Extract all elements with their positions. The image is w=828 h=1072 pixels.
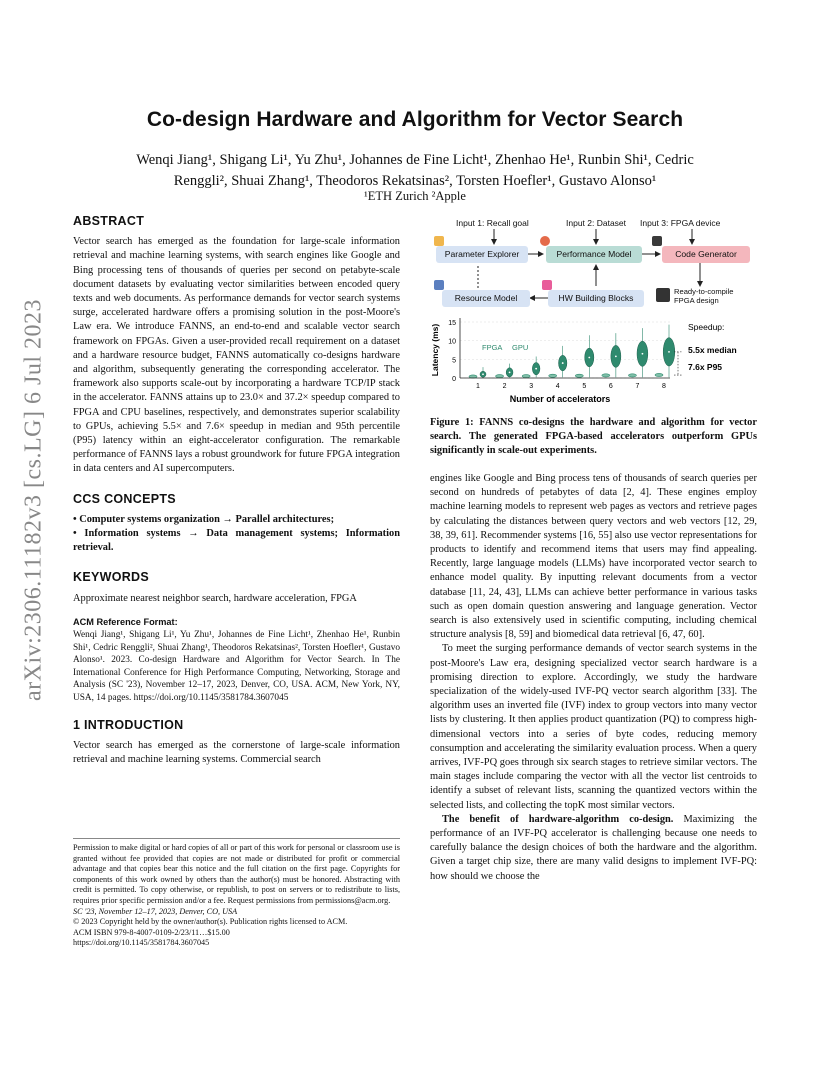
paper-title: Co-design Hardware and Algorithm for Vector Search xyxy=(146,108,684,131)
figure-caption: Figure 1: FANNS co-designs the hardware and algorithm for vector search. The generated FPGA-based accelerators outperform GPUs significantly in scale-out experiments. xyxy=(430,417,757,456)
performance-model-box: Performance Model xyxy=(546,246,642,263)
abstract-text: Vector search has emerged as the foundation for large-scale information retrieval and machine learning systems, with search engines like Google and Bing processing tens of thousands of queries per second on petabyte-scale document datasets by evaluating vector similarities between encoded query texts and web documents. As performance demands for vector search systems surge, accelerated hardware offers a promising solution in the post-Moore's Law era. We introduce FANNS, an end-to-end and scalable vector search framework on FPGAs. Given a user-provided recall requirement on a dataset and a hardware resource budget, FANNS automatically co-designs hardware and algorithm, subsequently generating the corresponding accelerator. The framework also supports scale-out by incorporating a hardware TCP/IP stack in the accelerator. FANNS attains up to 23.0× and 37.2× speedup compared to FPGA and CPU baselines, respectively, and demonstrates superior scalability to GPUs, achieving 5.5× and 7.6× speedup in median and 95th percentile (P95) latency within an eight-accelerator configuration. The remarkable performance of FANNS lays a robust groundwork for future FPGA integration in data centers and AI supercomputers. xyxy=(73,236,400,475)
violin-gpu-median xyxy=(535,368,537,370)
fpga-series-label: FPGA xyxy=(482,343,503,352)
violin-fpga xyxy=(496,375,504,378)
y-axis-label: Latency (ms) xyxy=(430,323,440,377)
x-tick-label: 4 xyxy=(555,383,560,390)
ccs-item-2: • Information systems → Data management systems; Information retrieval. xyxy=(73,528,400,554)
violin-fpga xyxy=(628,374,636,377)
input-1-label: Input 1: Recall goal xyxy=(456,218,529,228)
y-tick-label: 0 xyxy=(452,376,456,383)
violin-fpga xyxy=(655,373,663,376)
introduction-heading: 1 INTRODUCTION xyxy=(73,717,184,732)
x-tick-label: 7 xyxy=(635,383,640,390)
violin-gpu-median xyxy=(562,362,564,364)
chip-icon xyxy=(652,236,662,246)
ccs-heading: CCS CONCEPTS xyxy=(73,491,176,506)
dataset-icon xyxy=(540,236,550,246)
y-tick-label: 15 xyxy=(448,320,456,327)
authors-line-1: Wenqi Jiang¹, Shigang Li¹, Yu Zhu¹, Johannes de Fine Licht¹, Zhenhao He¹, Runbin Shi¹, Cedric xyxy=(136,152,694,168)
ready-line-1: Ready-to-compile xyxy=(674,287,734,296)
introduction-text: Vector search has emerged as the cornerstone of large-scale information retrieval and machine learning systems. Commercial search xyxy=(73,739,400,766)
input-3-label: Input 3: FPGA device xyxy=(640,218,721,228)
x-tick-label: 6 xyxy=(608,383,613,390)
abstract-heading: ABSTRACT xyxy=(73,214,145,228)
acm-reference-heading: ACM Reference Format: xyxy=(73,616,178,627)
figure-1 xyxy=(430,214,760,410)
x-tick-label: 1 xyxy=(476,383,480,390)
parameter-explorer-box: Parameter Explorer xyxy=(436,246,528,263)
intro-paragraph-1: engines like Google and Bing process tens of thousands of search queries per second on hundreds of petabytes of data [2, 4]. These engines employ machine learning models to represent web pages as vectors and retrieve pages by calculating the distances between query vectors and web vectors [12, 29, 38, 39, 61]. Recommender systems [16, 55] also use vector representations for products to identify and recommend items that users may find appealing. Recently, large language models (LLMs) have incorporated vector search to enhance model quality. By inputting relevant documents from a vector database [11, 24, 43], LLMs can achieve better performance in various tasks such as open domain question answering and language generation. Vector search is also extensively used in scientific computing, including chemical structure analysis [8, 59] and biomedical data retrieval [6, 47, 60]. xyxy=(430,473,757,641)
copyright-line: © 2023 Copyright held by the owner/author(s). Publication rights licensed to ACM. xyxy=(73,917,348,927)
x-tick-label: 5 xyxy=(582,383,587,390)
median-speedup-label: 5.5x median xyxy=(688,345,737,355)
violin-gpu-median xyxy=(615,355,617,357)
violin-gpu-median xyxy=(509,372,511,374)
intro-paragraph-2: To meet the surging performance demands of vector search systems in the post-Moore's Law era, designing specialized vector search hardware is a promising direction to explore. Accordingly, we study the hardware specialization of the widely-used IVF-PQ vector search algorithm [33]. The algorithm uses an inverted file (IVF) index to group vectors into many vector lists by clustering. It then applies product quantization (PQ) to compress high-dimensional vectors into a series of byte codes, reducing memory consumption and accelerating the similarity evaluation process. When a query arrives, IVF-PQ goes through six search stages to retrieve similar vectors. The main stages include comparing the vector with all the vector list centroids to identify a subset of relevant lists, scanning the quantized vectors within the selected lists, and collecting the topK most similar vectors. xyxy=(430,643,757,811)
arxiv-identifier: arXiv:2306.11182v3 [cs.LG] 6 Jul 2023 xyxy=(20,298,47,702)
ready-to-compile-label xyxy=(674,287,734,305)
x-tick-label: 3 xyxy=(529,383,534,390)
x-axis-label: Number of accelerators xyxy=(509,394,611,404)
violin-gpu-median xyxy=(642,353,644,355)
venue-line: SC '23, November 12–17, 2023, Denver, CO, USA xyxy=(73,906,238,916)
paragraph-3-lead: The benefit of hardware-algorithm co-design. xyxy=(442,813,674,825)
paragraph-3-text: Maximizing the performance of an IVF-PQ accelerator is challenging because one needs to carefully balance the design choices of both the hardware and the algorithm. Given a target chip size, there are many valid designs to implement IVF-PQ: how should we choose the xyxy=(430,813,757,882)
gpu-series-label: GPU xyxy=(512,343,529,352)
code-generator-box: Code Generator xyxy=(662,246,750,263)
keywords-text: Approximate nearest neighbor search, hardware acceleration, FPGA xyxy=(73,592,357,604)
latency-violin-chart xyxy=(430,310,760,410)
fpga-design-icon xyxy=(656,288,670,302)
p95-speedup-label: 7.6x P95 xyxy=(688,362,723,372)
hw-building-blocks-box: HW Building Blocks xyxy=(548,290,644,307)
puzzle-icon xyxy=(542,280,552,290)
violin-fpga xyxy=(602,374,610,377)
violin-gpu-median xyxy=(482,373,484,375)
right-column xyxy=(430,472,757,884)
chart-icon xyxy=(434,236,444,246)
left-column xyxy=(73,214,400,767)
x-axis-ticks xyxy=(476,383,666,390)
author-list xyxy=(80,150,750,192)
affiliations: ¹ETH Zurich ²Apple xyxy=(364,189,466,203)
violin-fpga xyxy=(549,374,557,377)
authors-line-2: Renggli², Shuai Zhang¹, Theodoros Rekatsinas², Torsten Hoefler¹, Gustavo Alonso¹ xyxy=(173,173,657,189)
violin-gpu-median xyxy=(668,351,670,353)
violin-fpga xyxy=(522,375,530,378)
resource-model-box: Resource Model xyxy=(442,290,530,307)
keywords-heading: KEYWORDS xyxy=(73,570,150,585)
speedup-label: Speedup: xyxy=(688,322,725,332)
x-tick-label: 8 xyxy=(662,383,666,390)
intro-paragraph-3 xyxy=(430,813,757,884)
resource-icon xyxy=(434,280,444,290)
x-tick-label: 2 xyxy=(502,383,507,390)
permission-notice: Permission to make digital or hard copies of all or part of this work for personal or classroom use is granted without fee provided that copies are not made or distributed for profit or commercial advantage and that copies bear this notice and the full citation on the first page. Copyrights for components of this work owned by others than the author(s) must be honored. Abstracting with credit is permitted. To copy otherwise, or republish, to post on servers or to redistribute to lists, requires prior specific permission and/or a fee. Request permissions from permissions@acm.org. xyxy=(73,843,400,905)
ready-line-2: FPGA design xyxy=(674,296,719,305)
y-tick-label: 10 xyxy=(448,338,456,346)
violin-gpu-median xyxy=(588,357,590,359)
doi-link[interactable]: https://doi.org/10.1145/3581784.3607045 xyxy=(73,938,210,948)
acm-reference-text: Wenqi Jiang¹, Shigang Li¹, Yu Zhu¹, Johannes de Fine Licht¹, Zhenhao He¹, Runbin Shi¹, Cedric Renggli², Shuai Zhang¹, Theodoros Rekatsinas², Torsten Hoefler¹, Gustavo Alonso¹. 2023. Co-design Hardware and Algorithm for Vector Search. In The International Conference for High Performance Computing, Networking, Storage and Analysis (SC '23), November 12–17, 2023, Denver, CO, USA. ACM, New York, NY, USA, 14 pages. https://doi.org/10.1145/3581784.3607045 xyxy=(73,630,400,704)
y-tick-label: 5 xyxy=(452,357,456,365)
input-2-label: Input 2: Dataset xyxy=(566,218,627,228)
copyright-footnote xyxy=(73,838,400,949)
violin-fpga xyxy=(575,374,583,377)
isbn-line: ACM ISBN 979-8-4007-0109-2/23/11…$15.00 xyxy=(73,927,230,937)
ccs-item-1: • Computer systems organization → Parallel architectures; xyxy=(73,513,335,525)
